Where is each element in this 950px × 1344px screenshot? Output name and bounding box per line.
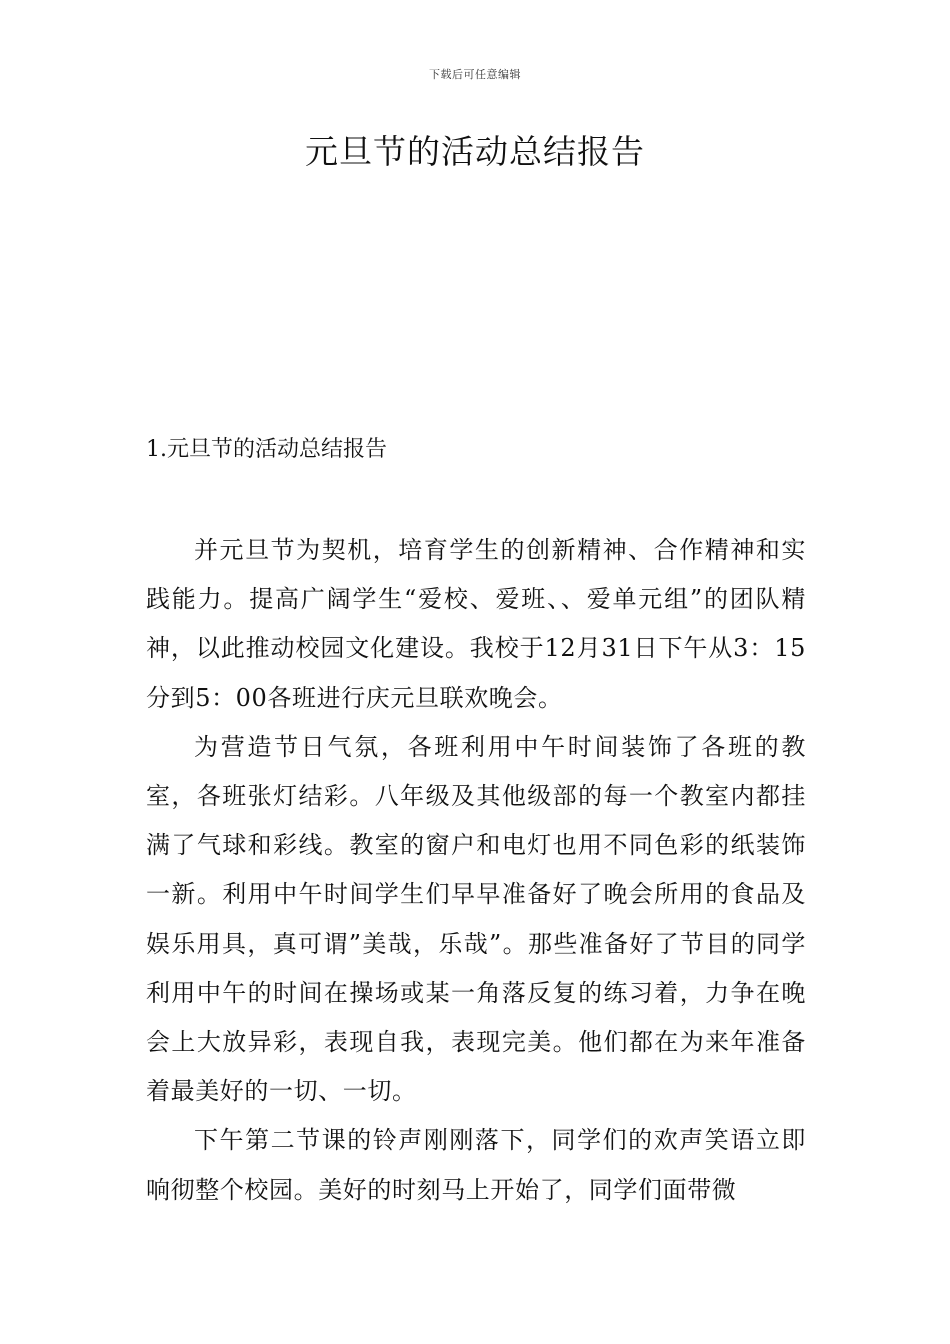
body-text <box>146 526 806 1215</box>
document-title: 元旦节的活动总结报告 <box>305 132 645 171</box>
paragraph: 为营造节日气氛，各班利用中午时间装饰了各班的教室，各班张灯结彩。八年级及其他级部的每一个教室内都挂满了气球和彩线。教室的窗户和电灯也用不同色彩的纸装饰一新。利用中午时间学生们早早准备好了晚会所用的食品及娱乐用具，真可谓”美哉，乐哉”。那些准备好了节目的同学利用中午的时间在操场或某一角落反复的练习着，力争在晚会上大放异彩，表现自我，表现完美。他们都在为来年准备着最美好的一切、一切。 <box>146 732 806 1106</box>
section-heading: 1.元旦节的活动总结报告 <box>146 437 387 462</box>
header-note: 下载后可任意编辑 <box>429 68 521 81</box>
paragraph: 并元旦节为契机，培育学生的创新精神、合作精神和实践能力。提高广阔学生“爱校、爱班、、爱单元组”的团队精神，以此推动校园文化建设。我校于12月31日下午从3：15分到5：00各班进行庆元旦联欢晚会。 <box>146 536 806 712</box>
paragraph: 下午第二节课的铃声刚刚落下，同学们的欢声笑语立即响彻整个校园。美好的时刻马上开始了，同学们面带微 <box>146 1126 806 1204</box>
